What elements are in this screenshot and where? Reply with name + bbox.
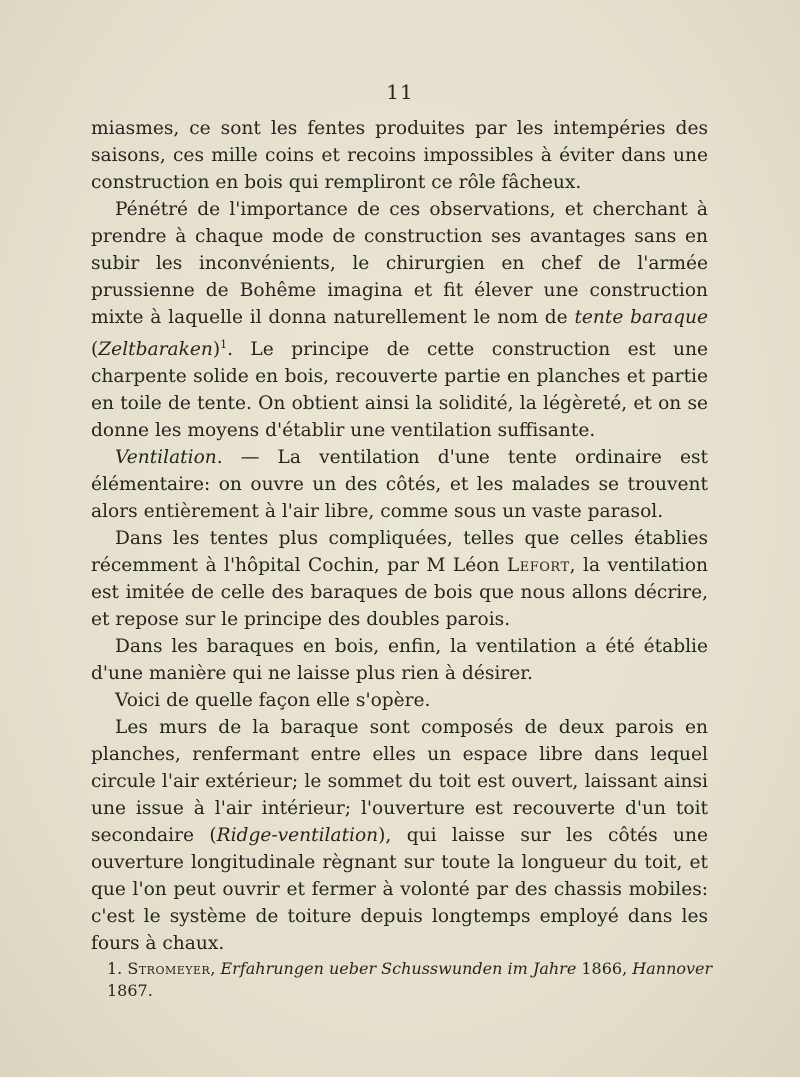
footnote-number: 1. — [107, 959, 128, 978]
paragraph-3-text: — La ventilation d'une tente ordinaire est élémentaire: on ouvre un des côtés, et les malades se trouvent alors entièrement à l'air libre, comme sous un vaste parasol. — [91, 447, 708, 523]
footnote-reference: 1 — [220, 338, 228, 351]
footnote-pubyear: 1867. — [107, 981, 153, 1000]
paragraph-7-text-a: Les murs de la baraque sont composés de deux parois en planches, renfermant entre elles un espace libre dans lequel circule l'air extérieur; le sommet du toit est ouvert, laissant ainsi une issue à l'air intérieur; l'ouverture est recouverte d'un toit secondaire ( — [91, 717, 708, 847]
paragraph-3 — [91, 444, 708, 525]
paragraph-2 — [91, 196, 708, 444]
paragraph-4 — [91, 525, 708, 633]
paragraph-7 — [91, 714, 708, 957]
paragraph-7-text-b: ), qui laisse sur les côtés une ouverture longitudinale règnant sur toute la longueur du toit, et que l'on peut ouvrir et fermer à volonté par des chassis mobiles: c'est le système de toiture depuis longtemps employé dans les fours à chaux. — [91, 825, 708, 955]
italic-term-tente-baraque: tente baraque — [574, 307, 708, 328]
body-text — [91, 115, 708, 957]
footnote — [107, 958, 727, 1002]
paragraph-2-paren-close: ) — [212, 339, 221, 361]
footnote-year: 1866, — [576, 959, 633, 978]
paragraph-2-text-a: Pénétré de l'importance de ces observations, et cherchant à prendre à chaque mode de construction ses avantages sans en subir les inconvénients, le chirurgien en chef de l'armée prussienne de Bohême imagina et fit élever une construction mixte à laquelle il donna naturellement le nom de — [91, 199, 708, 328]
paragraph-2-text-f: . Le principe de cette construction est une charpente solide en bois, recouverte partie en planches et partie en toile de tente. On obtient ainsi la solidité, la légèreté, et on se donne les moyens d'établir une ventilation suffisante. — [91, 339, 708, 442]
paragraph-4-text-a: Dans les tentes plus compliquées, telles que celles établies récemment à l'hôpital Cochin, par M Léon — [91, 528, 708, 577]
page-number: 11 — [386, 80, 414, 104]
section-label-ventilation: Ventilation. — [115, 447, 223, 469]
paragraph-2-paren-open: ( — [91, 339, 99, 361]
footnote-place: Hannover — [632, 959, 713, 978]
footnote-author: Stromeyer — [127, 959, 211, 978]
paragraph-5: Dans les baraques en bois, enfin, la ventilation a été établie d'une manière qui ne laisse plus rien à désirer. — [91, 636, 708, 685]
italic-term-ridge-ventilation: Ridge-ventilation — [216, 825, 379, 847]
footnote-title: Erfahrungen ueber Schusswunden im Jahre — [220, 959, 577, 978]
author-name-lefort: Lefort — [506, 555, 570, 577]
paragraph-6: Voici de quelle façon elle s'opère. — [115, 690, 431, 712]
paragraph-1: miasmes, ce sont les fentes produites par les intempéries des saisons, ces mille coins et recoins impossibles à éviter dans une construction en bois qui rempliront ce rôle fâcheux. — [91, 118, 708, 193]
paragraph-4-text-b: , la ventilation est imitée de celle des baraques de bois que nous allons décrire, et repose sur le principe des doubles parois. — [91, 555, 708, 631]
footnote-comma: , — [210, 959, 221, 978]
italic-term-zeltbaraken: Zeltbaraken — [98, 339, 213, 361]
